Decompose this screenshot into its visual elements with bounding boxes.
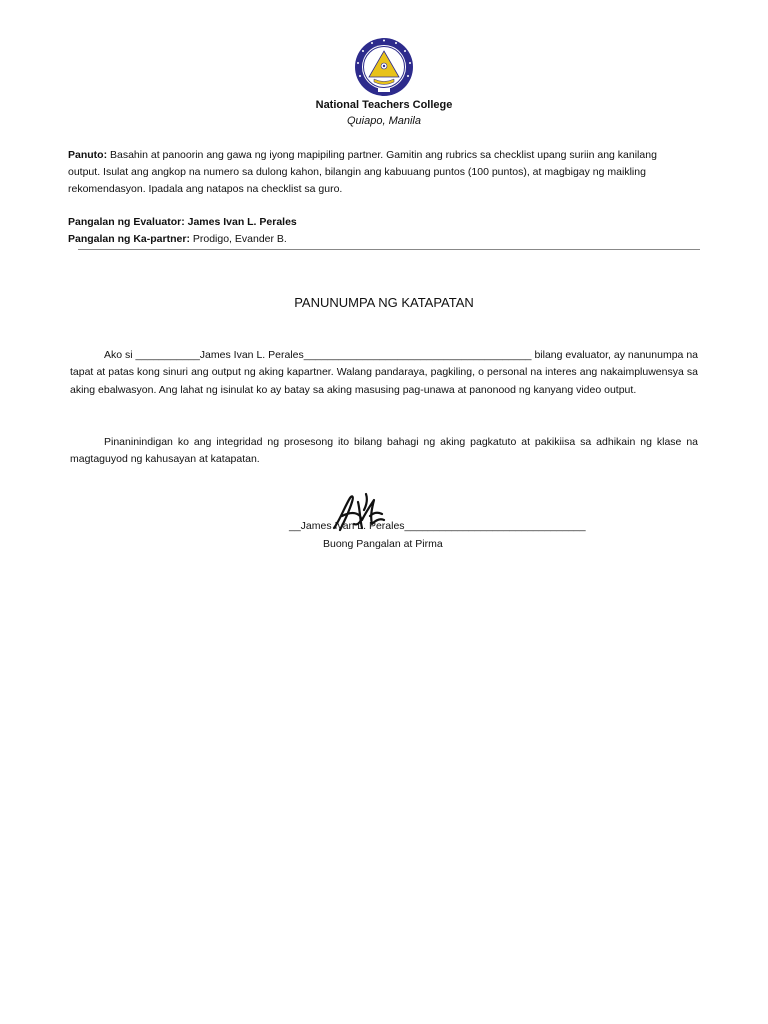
partner-value: Prodigo, Evander B. [189, 233, 287, 245]
school-location: Quiapo, Manila [347, 115, 421, 127]
instructions-paragraph [68, 147, 688, 197]
signature-caption: Buong Pangalan at Pirma [323, 538, 443, 550]
oath-paragraph-2: Pinaninindigan ko ang integridad ng prosesong ito bilang bahagi ng aking pagkatuto at pakikiisa sa adhikain ng klase na magtaguyod ng kahusayan at katapatan. [70, 436, 698, 466]
school-seal-icon [354, 37, 414, 97]
signature-name-line: __James Ivan L. Perales_______________________________ [289, 520, 586, 532]
partner-name [68, 231, 700, 247]
instructions-text: Basahin at panoorin ang gawa ng iyong mapipiling partner. Gamitin ang rubrics sa checklist upang suriin ang kanilang output. Isulat ang angkop na numero sa dulong kahon, bilangin ang kabuuang puntos (100 puntos), at magbigay ng maikling rekomendasyon. Ipadala ang natapos na checklist sa guro. [68, 149, 657, 195]
partner-label: Pangalan ng Ka-partner: [68, 233, 190, 245]
instructions-label: Panuto: [68, 149, 108, 161]
divider [78, 249, 700, 250]
evaluator-name: Pangalan ng Evaluator: James Ivan L. Perales [68, 216, 297, 228]
oath-paragraph-1: Ako si ___________James Ivan L. Perales_______________________________________ bilang evaluator, ay nanunumpa na tapat at patas kong sinuri ang output ng aking kapartner. Walang pandaraya, pagkiling, o personal na interes ang nakaimpluwensya sa aking ebalwasyon. Ang lahat ng isinulat ko ay batay sa aking masusing pag-unawa at panonood ng kanyang video output. [70, 349, 698, 396]
handwritten-signature-icon [330, 490, 388, 534]
oath-title: PANUNUMPA NG KATAPATAN [294, 295, 474, 310]
school-name: National Teachers College [315, 99, 453, 111]
